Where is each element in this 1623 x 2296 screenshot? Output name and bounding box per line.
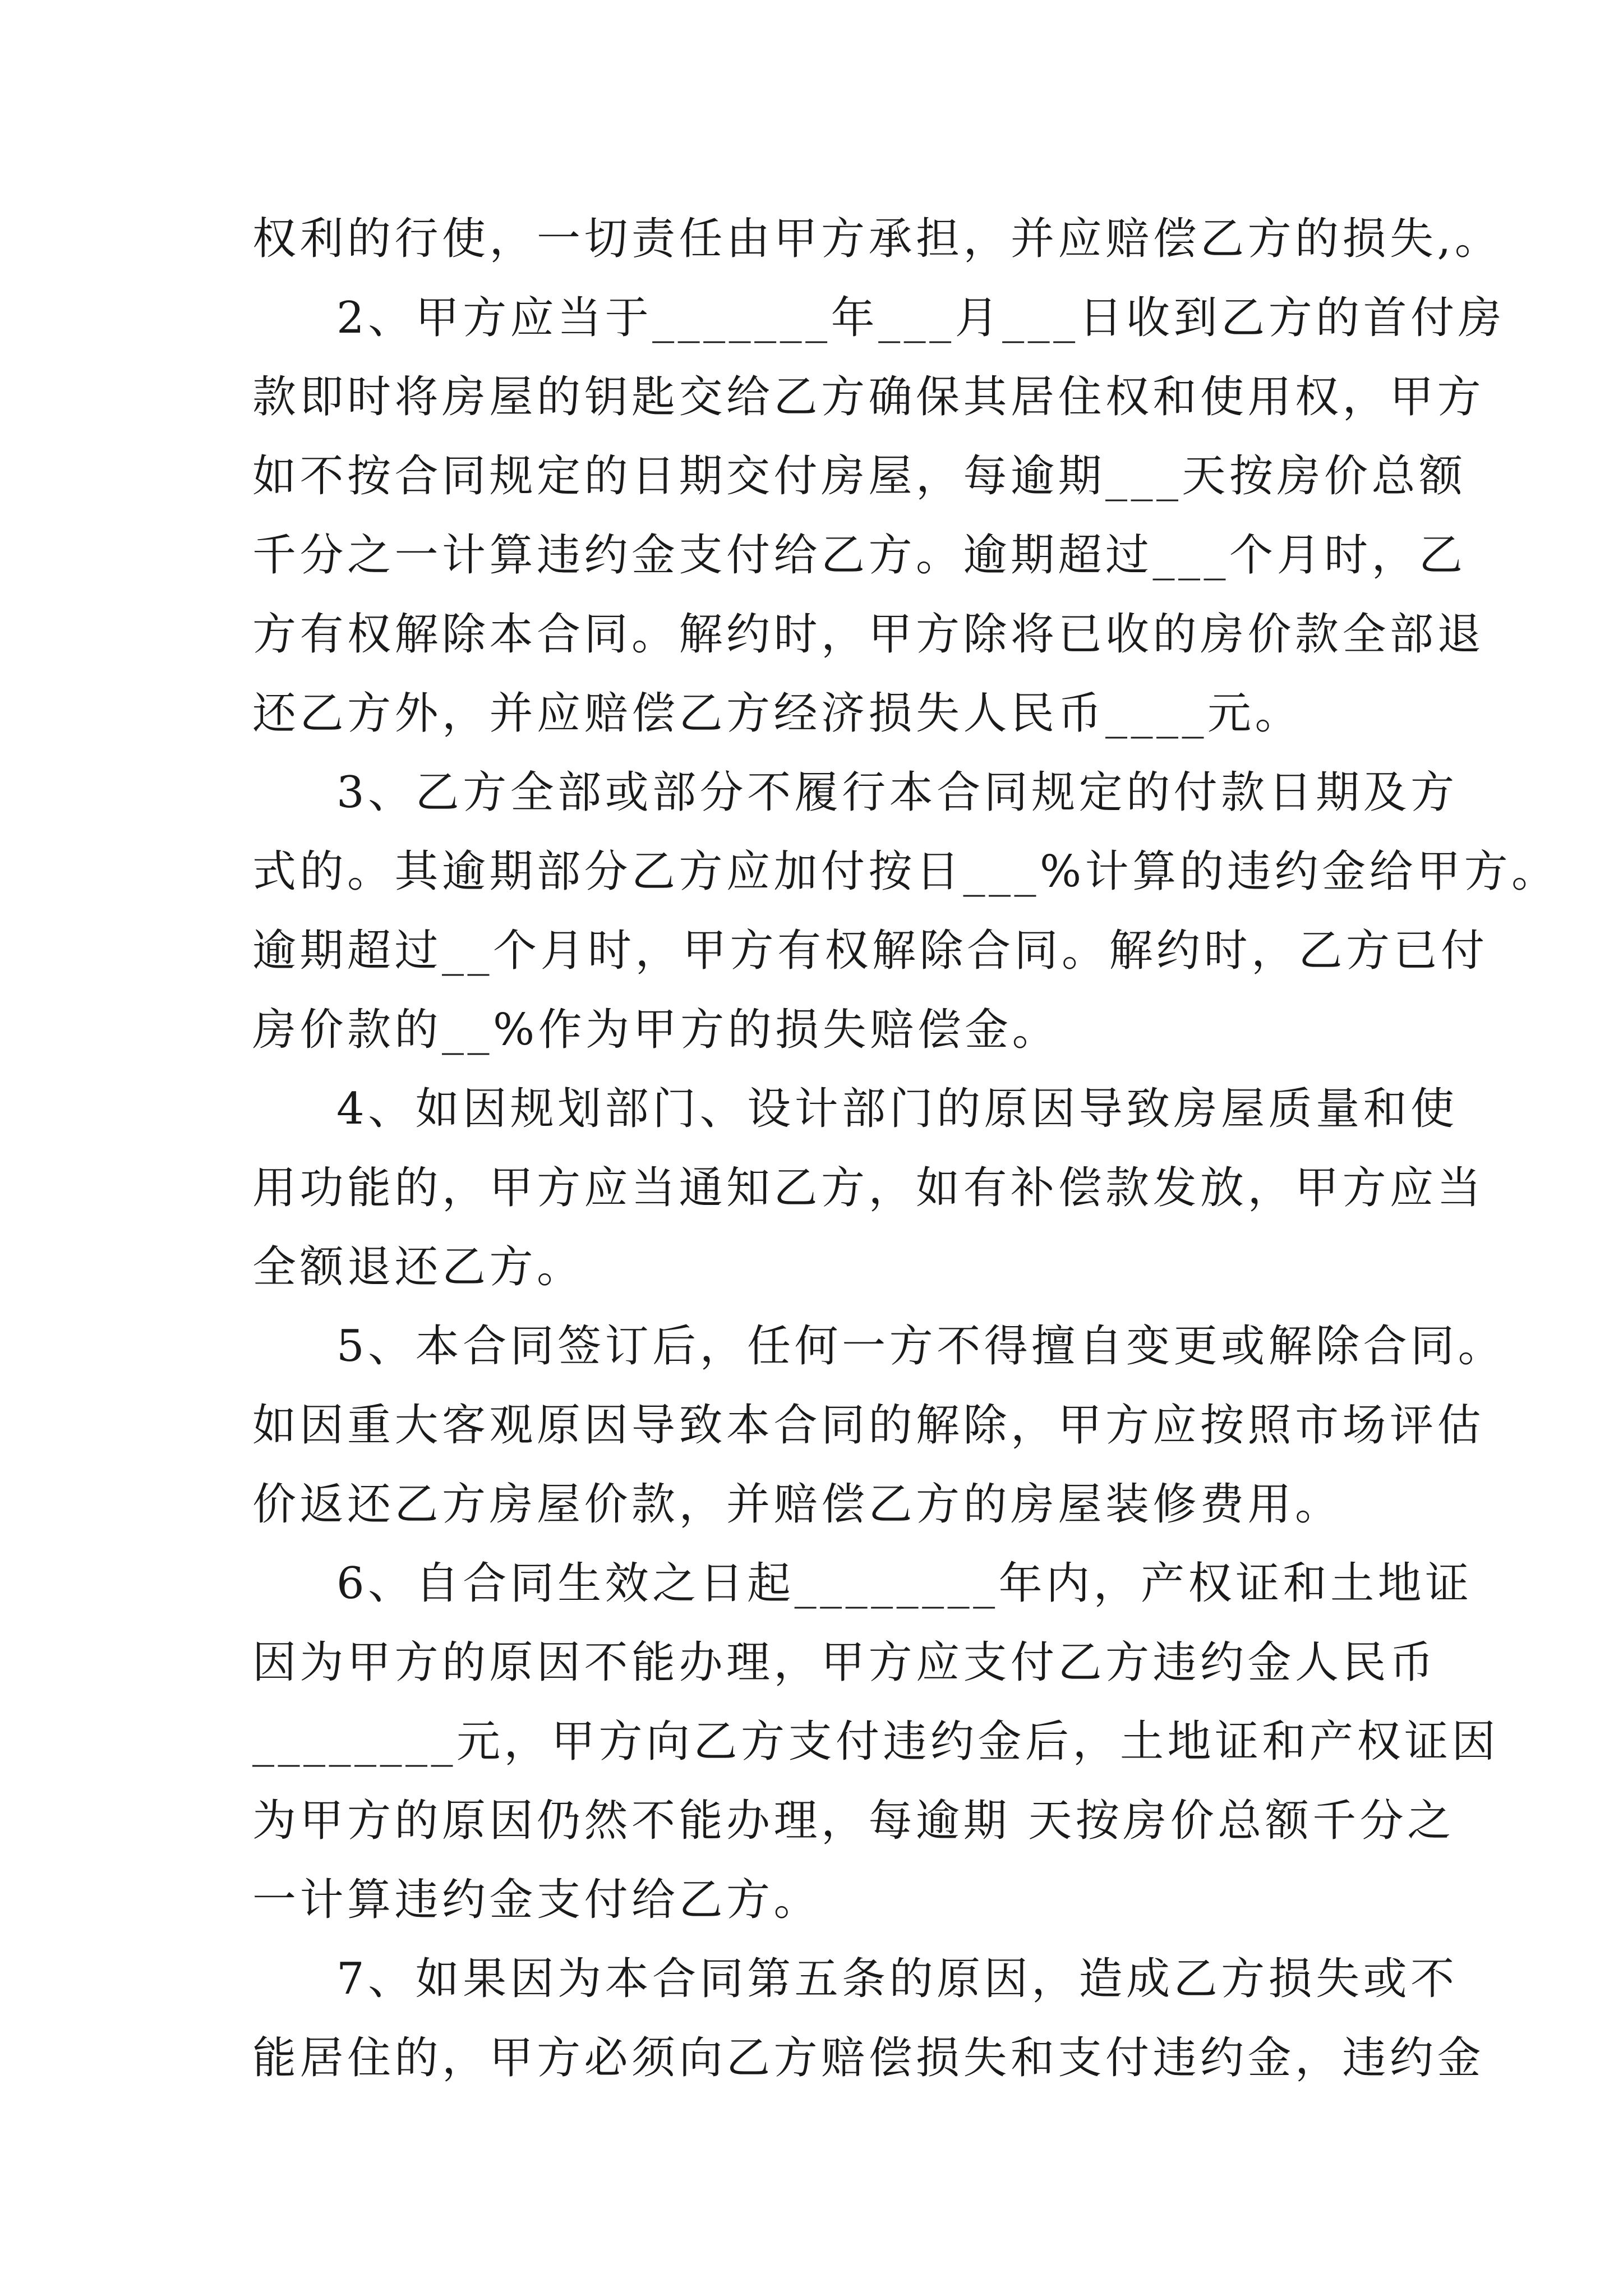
text-line: 用功能的，甲方应当通知乙方，如有补偿款发放，甲方应当 [252, 1163, 1485, 1213]
paragraph-2-first-line: 2、甲方应当于_______年___月___日收到乙方的首付房 [336, 293, 1506, 343]
text-line: 能居住的，甲方必须向乙方赔偿损失和支付违约金，违约金 [252, 2033, 1485, 2083]
text-line: 逾期超过__个月时，甲方有权解除合同。解约时，乙方已付 [252, 926, 1488, 976]
paragraph-3-first-line: 3、乙方全部或部分不履行本合同规定的付款日期及方 [336, 767, 1458, 818]
text-line: ________元，甲方向乙方支付违约金后，土地证和产权证因 [252, 1717, 1500, 1767]
text-line: 如因重大客观原因导致本合同的解除，甲方应按照市场评估 [252, 1400, 1485, 1451]
text-line: 为甲方的原因仍然不能办理，每逾期 天按房价总额千分之 [252, 1796, 1455, 1846]
paragraph-6-first-line: 6、自合同生效之日起________年内，产权证和土地证 [336, 1558, 1473, 1609]
text-line: 房价款的__%作为甲方的损失赔偿金。 [252, 1005, 1060, 1055]
text-line: 一计算违约金支付给乙方。 [252, 1875, 822, 1925]
text-line: 式的。其逾期部分乙方应加付按日___%计算的违约金给甲方。 [252, 846, 1559, 897]
text-line: 价返还乙方房屋价款，并赔偿乙方的房屋装修费用。 [252, 1479, 1343, 1530]
paragraph-5-first-line: 5、本合同签订后，任何一方不得擅自变更或解除合同。 [336, 1321, 1506, 1372]
text-line: 方有权解除本合同。解约时，甲方除将已收的房价款全部退 [252, 609, 1485, 660]
text-line: 权利的行使，一切责任由甲方承担，并应赔偿乙方的损失,。 [252, 214, 1502, 264]
paragraph-7-first-line: 7、如果因为本合同第五条的原因，造成乙方损失或不 [336, 1954, 1458, 2004]
text-line: 全额退还乙方。 [252, 1242, 584, 1292]
text-line: 千分之一计算违约金支付给乙方。逾期超过___个月时，乙 [252, 530, 1467, 581]
paragraph-4-first-line: 4、如因规划部门、设计部门的原因导致房屋质量和使 [336, 1084, 1458, 1134]
text-line: 款即时将房屋的钥匙交给乙方确保其居住权和使用权，甲方 [252, 372, 1485, 422]
text-line: 如不按合同规定的日期交付房屋，每逾期___天按房价总额 [252, 451, 1467, 501]
text-line: 还乙方外，并应赔偿乙方经济损失人民币____元。 [252, 688, 1303, 739]
text-line: 因为甲方的原因不能办理，甲方应支付乙方违约金人民币 [252, 1637, 1437, 1688]
